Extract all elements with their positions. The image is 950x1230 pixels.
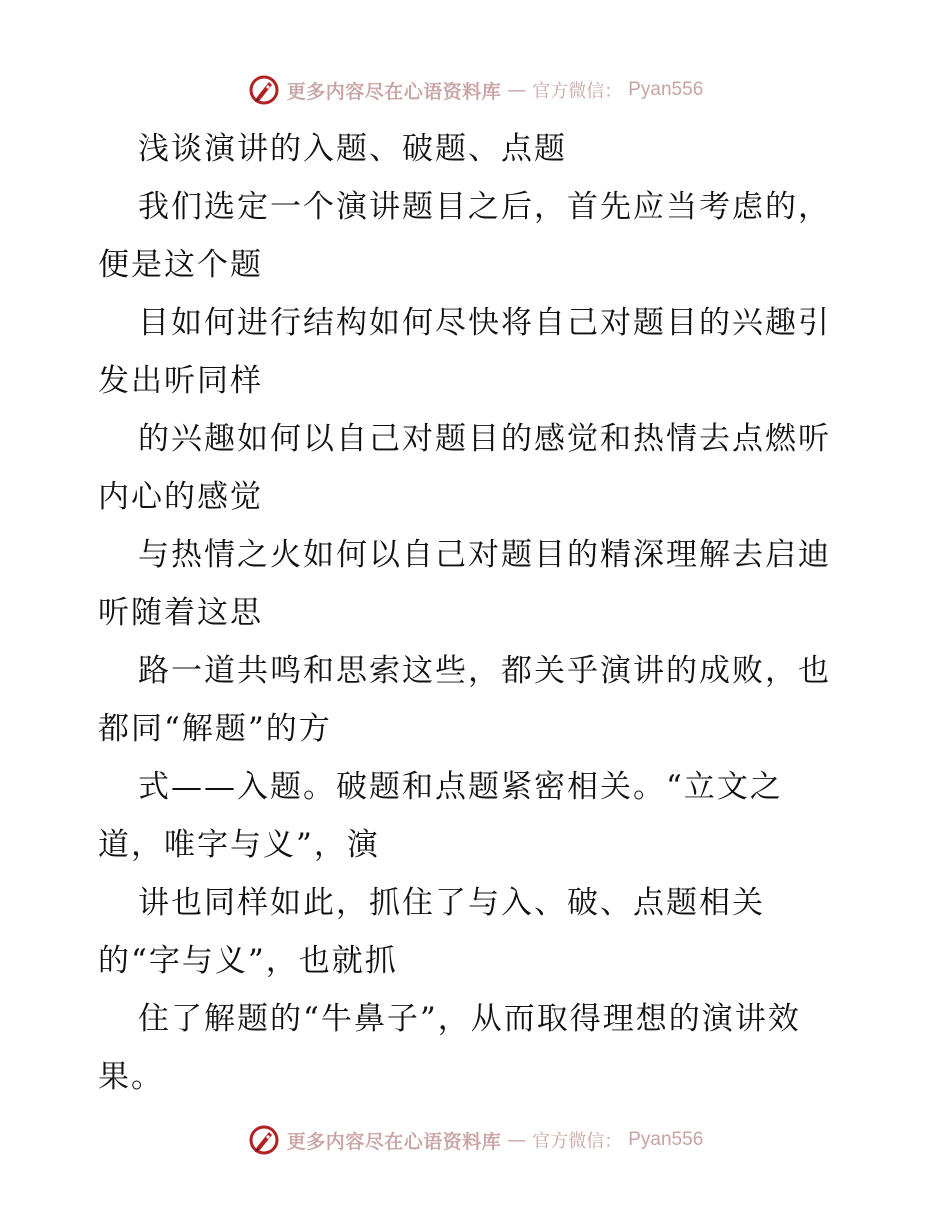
pen-logo-icon xyxy=(247,73,281,107)
document-title: 浅谈演讲的入题、破题、点题 xyxy=(138,131,567,167)
paragraph-line: 听随着这思 xyxy=(98,595,263,631)
paragraph-line: 住了解题的“牛鼻子”，从而取得理想的演讲效 xyxy=(138,1001,801,1037)
paragraph-line: 便是这个题 xyxy=(98,247,263,283)
footer-banner xyxy=(0,1120,950,1160)
paragraph-line: 的兴趣如何以自己对题目的感觉和热情去点燃听 xyxy=(138,421,831,457)
header-banner xyxy=(0,70,950,110)
banner-dash: — xyxy=(507,1129,527,1151)
paragraph-line: 我们选定一个演讲题目之后，首先应当考虑的， xyxy=(138,189,831,225)
banner-wechat-label: 官方微信： xyxy=(532,81,623,102)
banner-site-text: 更多内容尽在心语资料库 xyxy=(286,1130,502,1153)
banner-wechat-label: 官方微信： xyxy=(532,1131,623,1152)
paragraph-line: 路一道共鸣和思索这些，都关乎演讲的成败，也 xyxy=(138,653,831,689)
paragraph-line: 的“字与义”，也就抓 xyxy=(98,943,398,979)
paragraph-line: 内心的感觉 xyxy=(98,479,263,515)
document-body xyxy=(98,120,858,1106)
paragraph-line: 式——入题。破题和点题紧密相关。“立文之 xyxy=(138,769,783,805)
pen-logo-icon xyxy=(247,1123,281,1157)
paragraph-line: 道，唯字与义”，演 xyxy=(98,827,380,863)
banner-dash: — xyxy=(507,79,527,101)
banner-content xyxy=(247,73,704,107)
banner-site-text: 更多内容尽在心语资料库 xyxy=(286,80,502,103)
banner-content xyxy=(247,1123,704,1157)
banner-wechat-id: Pyan556 xyxy=(628,1129,704,1150)
banner-wechat-id: Pyan556 xyxy=(628,79,704,100)
paragraph-line: 果。 xyxy=(98,1059,164,1095)
paragraph-line: 都同“解题”的方 xyxy=(98,711,332,747)
paragraph-line: 与热情之火如何以自己对题目的精深理解去启迪 xyxy=(138,537,831,573)
paragraph-line: 讲也同样如此，抓住了与入、破、点题相关 xyxy=(138,885,765,921)
paragraph-line: 发出听同样 xyxy=(98,363,263,399)
paragraph-line: 目如何进行结构如何尽快将自己对题目的兴趣引 xyxy=(138,305,831,341)
